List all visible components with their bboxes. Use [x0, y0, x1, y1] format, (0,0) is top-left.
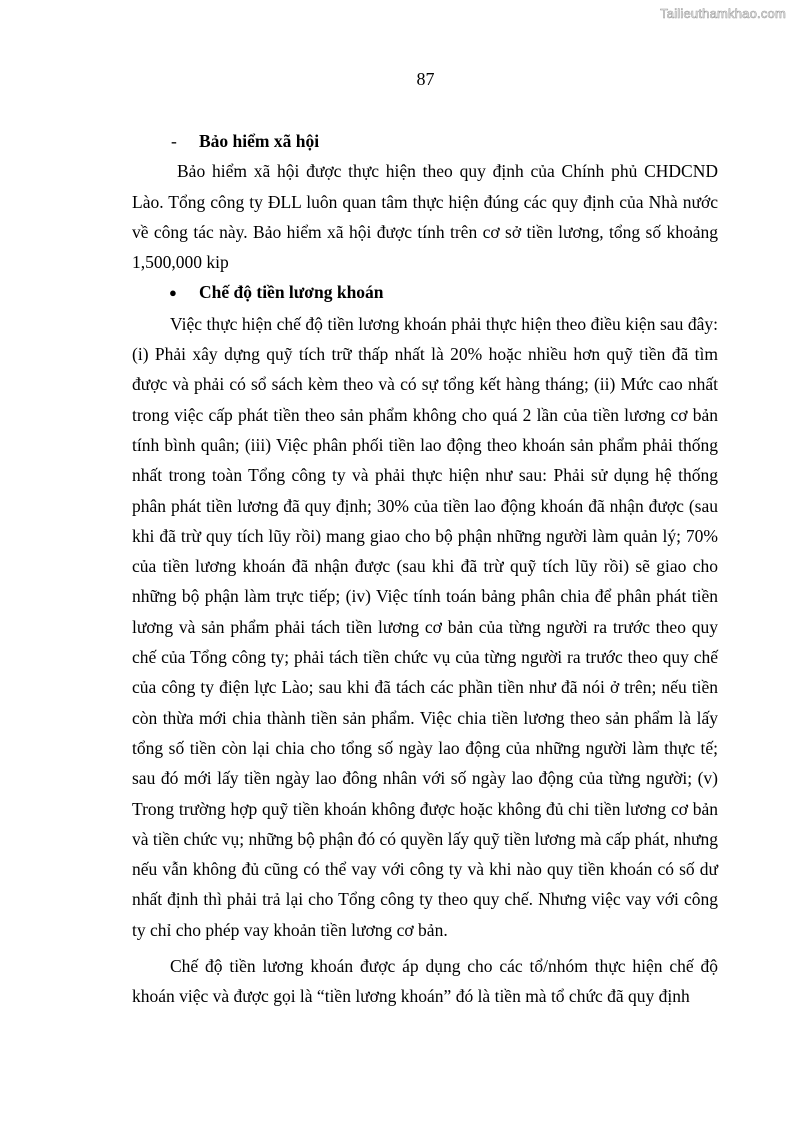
social-insurance-paragraph: Bảo hiểm xã hội được thực hiện theo quy định của Chính phủ CHDCND Lào. Tổng công ty ĐLL luôn quan tâm thực hiện đúng các quy định của Nhà nước về công tác này. Bảo hiểm xã hội được tính trên cơ sở tiền lương, tổng số khoảng 1,500,000 kip [132, 161, 718, 273]
page-number: 87 [416, 69, 435, 89]
bullet-icon: ● [169, 285, 177, 301]
contract-wage-paragraph-continued: Chế độ tiền lương khoán được áp dụng cho các tổ/nhóm thực hiện chế độ khoán việc và được gọi là “tiền lương khoán” đó là tiền mà tổ chức đã quy định [132, 956, 718, 1007]
section-title: Bảo hiểm xã hội [199, 131, 320, 151]
section-heading-social-insurance [132, 126, 718, 156]
section-heading-contract-wage [132, 277, 718, 308]
dash-marker: - [171, 131, 177, 151]
contract-wage-paragraph: Việc thực hiện chế độ tiền lương khoán phải thực hiện theo điều kiện sau đây: (i) Phải xây dựng quỹ tích trữ thấp nhất là 20% hoặc nhiều hơn quỹ tiền đã tìm được và phải có sổ sách kèm theo và có sự tổng kết hàng tháng; (ii) Mức cao nhất trong việc cấp phát tiền theo sản phẩm không cho quá 2 lần của tiền lương cơ bản tính bình quân; (iii) Việc phân phối tiền lao động theo khoán sản phẩm phải thống nhất trong toàn Tổng công ty và phải thực hiện như sau: Phải sử dụng hệ thống phân phát tiền lương đã quy định; 30% của tiền lao động khoán đã nhận được (sau khi đã trừ quy tích lũy rồi) mang giao cho bộ phận những người làm quản lý; 70% của tiền lương khoán đã nhận được (sau khi đã trừ quỹ tích lũy rồi) sẽ giao cho những bộ phận làm trực tiếp; (iv) Việc tính toán bảng phân chia để phân phát tiền lương và sản phẩm phải tách tiền lương cơ bản của từng người ra trước theo quy chế của Tổng công ty; phải tách tiền chức vụ của từng người ra trước theo quy chế của công ty điện lực Lào; sau khi đã tách các phần tiền như đã nói ở trên; nếu tiền còn thừa mới chia thành tiền sản phẩm. Việc chia tiền lương theo sản phẩm là lấy tổng số tiền còn lại chia cho tổng số ngày lao động của những người làm thực tế; sau đó mới lấy tiền ngày lao đông nhân với số ngày lao động của từng người; (v) Trong trường hợp quỹ tiền khoán không được hoặc không đủ chi tiền lương cơ bản và tiền chức vụ; những bộ phận đó có quyền lấy quỹ tiền lương mà cấp phát, nhưng nếu vẫn không đủ cũng có thể vay với công ty và khi nào quy tiền khoán có số dư nhất định thì phải trả lại cho Tổng công ty theo quy chế. Nhưng việc vay với công ty chỉ cho phép vay khoản tiền lương cơ bản. [132, 313, 718, 940]
section-title: Chế độ tiền lương khoán [199, 282, 384, 303]
watermark-text: Tailieuthamkhao.com [660, 6, 786, 21]
document-body [132, 126, 718, 1012]
